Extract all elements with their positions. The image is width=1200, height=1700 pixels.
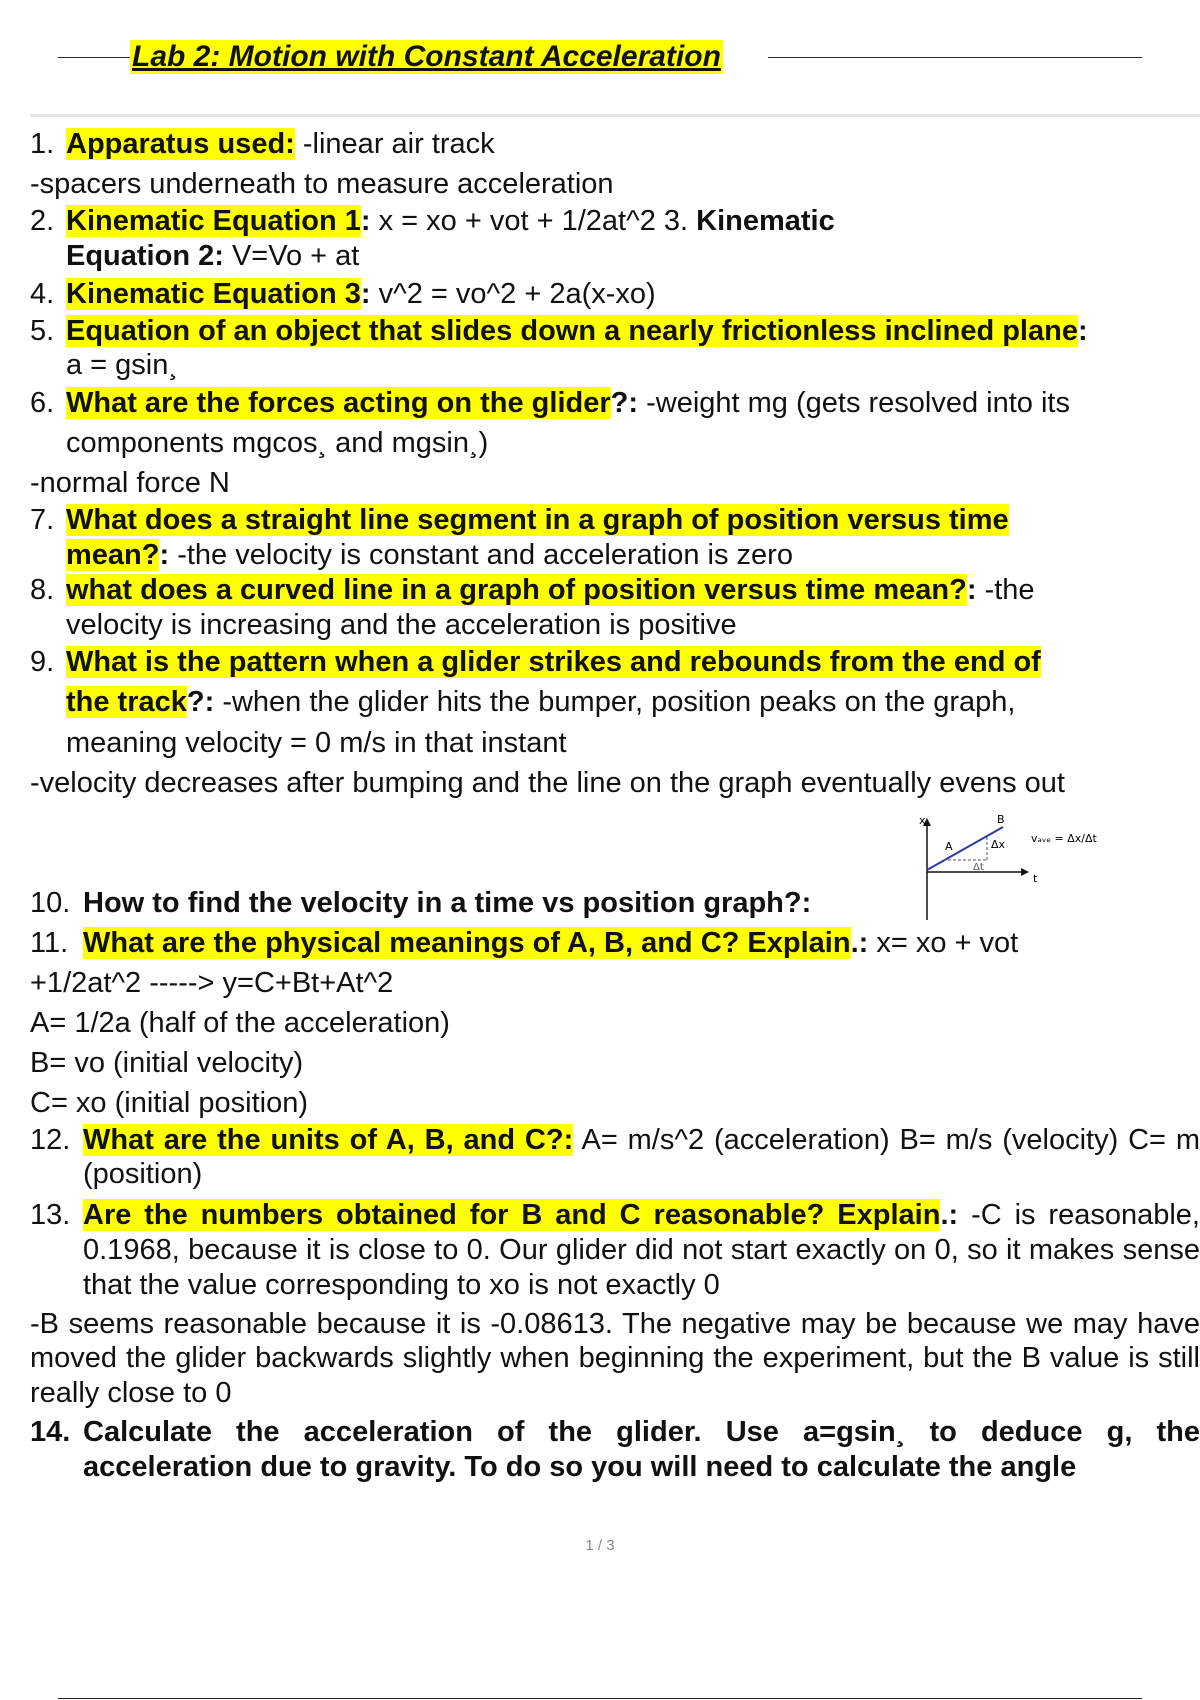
document-body (30, 124, 1200, 1485)
title-rule-left (58, 57, 130, 58)
list-item-9: 9. What is the pattern when a glider strikes and rebounds from the end of the track?: -when the glider hits the bumper, position peaks on the graph, meaning velocity = 0 m/s in that instant (30, 646, 1041, 759)
list-item-14: 14. Calculate the acceleration of the glider. Use a=gsin¸ to deduce g, the acceleration due to gravity. To do so you will need to calculate the angle (30, 1416, 1200, 1483)
list-item-1-continuation: -spacers underneath to measure acceleration (30, 168, 614, 201)
list-item-10: 10. How to find the velocity in a time vs position graph?: (30, 886, 812, 919)
list-item-11-line-2: A= 1/2a (half of the acceleration) (30, 1006, 450, 1039)
list-item-6: 6. What are the forces acting on the glider?: -weight mg (gets resolved into its components mgcos¸ and mgsin¸) (30, 387, 1070, 460)
list-item-11: 11. What are the physical meanings of A, B, and C? Explain.: x= xo + vot (30, 926, 1019, 959)
list-item-2: 2. Kinematic Equation 1: x = xo + vot + 1/2at^2 3. Kinematic Equation 2: V=Vo + at (30, 205, 835, 272)
list-item-5: 5. Equation of an object that slides down a nearly frictionless inclined plane: a = gsin¸ (30, 314, 1088, 382)
list-item-4: 4. Kinematic Equation 3: v^2 = vo^2 + 2a(x-xo) (30, 277, 656, 310)
bottom-rule (58, 1698, 1142, 1699)
list-item-9-continuation: -velocity decreases after bumping and the line on the graph eventually evens out (30, 766, 1065, 799)
list-item-11-line-1: +1/2at^2 -----> y=C+Bt+At^2 (30, 966, 394, 999)
diagram-x-label: x (919, 814, 926, 827)
page-number: 1 / 3 (585, 1537, 615, 1554)
page-title: Lab 2: Motion with Constant Acceleration (132, 40, 721, 73)
velocity-diagram (915, 812, 1115, 922)
list-item-11-line-3: B= vo (initial velocity) (30, 1046, 304, 1079)
list-item-8: 8. what does a curved line in a graph of position versus time mean?: -the velocity is increasing and the acceleration is positive (30, 573, 1035, 641)
diagram-point-a: A (945, 840, 953, 853)
diagram-t-label: t (1033, 872, 1038, 885)
diagram-point-b: B (997, 813, 1005, 826)
list-item-7: 7. What does a straight line segment in a graph of position versus time mean?: -the velocity is constant and acceleration is zero (30, 504, 1009, 572)
list-item-1: 1. Apparatus used: -linear air track (30, 128, 495, 160)
title-rule-right (768, 57, 1142, 58)
diagram-dx-label: Δx (991, 838, 1006, 851)
list-item-13-continuation: -B seems reasonable because it is -0.08613. The negative may be because we may have moved the glider backwards slightly when beginning the experiment, but the B value is still really close to 0 (30, 1307, 1200, 1410)
list-item-12: 12. What are the units of A, B, and C?: A= m/s^2 (acceleration) B= m/s (velocity) C= m (position) (30, 1123, 1200, 1191)
top-divider (30, 114, 1200, 117)
diagram-dt-label: Δt (973, 862, 984, 873)
list-item-6-continuation: -normal force N (30, 467, 230, 500)
list-item-11-line-4: C= xo (initial position) (30, 1086, 309, 1119)
diagram-formula: vₐᵥₑ = Δx/Δt (1031, 832, 1097, 845)
velocity-diagram-svg (915, 812, 1115, 922)
diagram-x-arrow (1021, 868, 1029, 876)
list-item-13: 13. Are the numbers obtained for B and C reasonable? Explain.: -C is reasonable, 0.1968, because it is close to 0. Our glider did not start exactly on 0, so it makes sense that the value corresponding to xo is not exactly 0 (30, 1199, 1200, 1301)
title-row (58, 40, 1142, 80)
